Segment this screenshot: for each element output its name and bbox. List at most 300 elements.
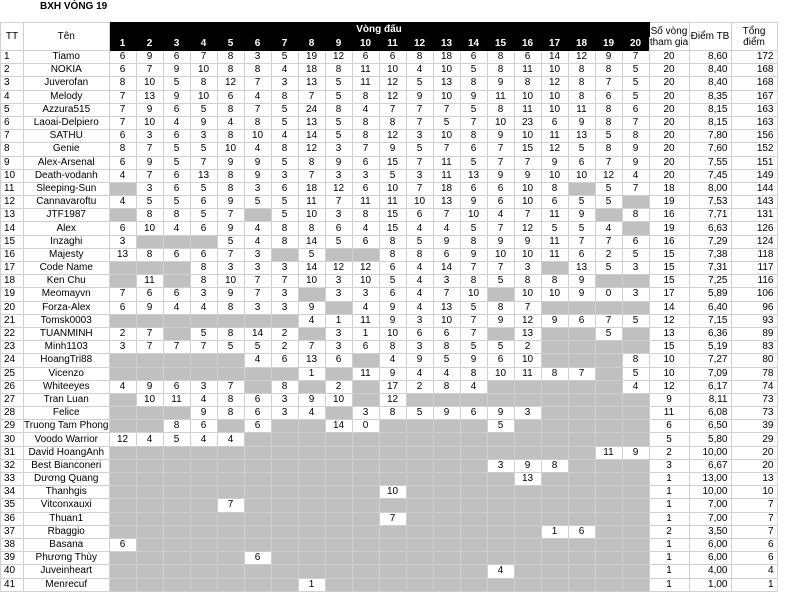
round-score-cell: 4 <box>406 222 433 235</box>
round-score-cell: 18 <box>298 182 325 195</box>
round-score-cell: 6 <box>541 116 568 129</box>
total-cell: 144 <box>731 182 777 195</box>
round-score-cell: 11 <box>541 248 568 261</box>
round-score-cell: 9 <box>325 156 352 169</box>
round-cell-empty <box>190 459 217 472</box>
header-round-6: 6 <box>244 37 271 51</box>
round-cell-empty <box>244 380 271 393</box>
round-cell-empty <box>325 446 352 459</box>
round-cell-empty <box>406 459 433 472</box>
round-cell-empty <box>352 446 379 459</box>
round-score-cell: 7 <box>487 262 514 275</box>
round-cell-empty <box>487 552 514 565</box>
round-score-cell: 11 <box>541 209 568 222</box>
round-score-cell: 11 <box>352 367 379 380</box>
round-cell-empty <box>460 538 487 551</box>
round-score-cell: 4 <box>406 64 433 77</box>
round-cell-empty <box>460 459 487 472</box>
round-score-cell: 8 <box>541 367 568 380</box>
average-cell: 7,80 <box>689 130 731 143</box>
round-score-cell: 10 <box>136 77 163 90</box>
round-cell-empty <box>595 512 622 525</box>
round-cell-empty <box>298 499 325 512</box>
round-score-cell: 12 <box>325 262 352 275</box>
round-score-cell: 8 <box>109 77 136 90</box>
header-round-5: 5 <box>217 37 244 51</box>
round-score-cell: 8 <box>595 103 622 116</box>
total-cell: 151 <box>731 156 777 169</box>
round-cell-empty <box>433 525 460 538</box>
round-cell-empty <box>622 538 649 551</box>
round-score-cell: 3 <box>190 130 217 143</box>
round-cell-empty <box>271 367 298 380</box>
round-score-cell: 14 <box>433 262 460 275</box>
round-cell-empty <box>109 354 136 367</box>
round-score-cell: 3 <box>271 288 298 301</box>
round-score-cell: 0 <box>352 420 379 433</box>
round-score-cell: 5 <box>379 275 406 288</box>
participated-cell: 20 <box>649 169 689 182</box>
round-cell-empty <box>433 393 460 406</box>
player-name-cell: Death-vodanh <box>24 169 110 182</box>
round-cell-empty <box>271 420 298 433</box>
round-cell-empty <box>568 327 595 340</box>
round-cell-empty <box>487 380 514 393</box>
round-score-cell: 7 <box>514 209 541 222</box>
round-score-cell: 10 <box>136 116 163 129</box>
player-name-cell: Juverofan <box>24 77 110 90</box>
participated-cell: 20 <box>649 103 689 116</box>
rank-cell: 7 <box>1 130 24 143</box>
round-cell-empty <box>136 367 163 380</box>
table-row <box>1 354 778 367</box>
rank-cell: 13 <box>1 209 24 222</box>
rank-cell: 19 <box>1 288 24 301</box>
round-score-cell: 3 <box>406 314 433 327</box>
participated-cell: 1 <box>649 473 689 486</box>
round-cell-empty <box>379 473 406 486</box>
round-cell-empty <box>352 354 379 367</box>
round-cell-empty <box>298 420 325 433</box>
round-score-cell: 9 <box>379 367 406 380</box>
table-row <box>1 64 778 77</box>
round-score-cell: 1 <box>325 314 352 327</box>
round-score-cell: 11 <box>298 196 325 209</box>
round-score-cell: 10 <box>514 248 541 261</box>
round-score-cell: 10 <box>487 367 514 380</box>
round-score-cell: 8 <box>163 209 190 222</box>
player-name-cell: Best Bianconeri <box>24 459 110 472</box>
header-round-7: 7 <box>271 37 298 51</box>
round-score-cell: 10 <box>460 209 487 222</box>
round-cell-empty <box>217 525 244 538</box>
round-score-cell: 4 <box>190 301 217 314</box>
total-cell: 7 <box>731 512 777 525</box>
round-score-cell: 8 <box>217 407 244 420</box>
average-cell: 6,00 <box>689 552 731 565</box>
round-cell-empty <box>190 538 217 551</box>
round-score-cell: 5 <box>595 182 622 195</box>
round-score-cell: 4 <box>433 222 460 235</box>
round-score-cell: 9 <box>379 314 406 327</box>
round-cell-empty <box>622 275 649 288</box>
round-score-cell: 7 <box>487 156 514 169</box>
round-score-cell: 13 <box>514 327 541 340</box>
round-cell-empty <box>352 499 379 512</box>
round-score-cell: 8 <box>460 235 487 248</box>
round-score-cell: 1 <box>352 327 379 340</box>
round-score-cell: 3 <box>244 51 271 64</box>
round-score-cell: 8 <box>433 380 460 393</box>
round-score-cell: 7 <box>136 327 163 340</box>
round-score-cell: 5 <box>460 64 487 77</box>
round-cell-empty <box>109 565 136 578</box>
player-name-cell: Ken Chu <box>24 275 110 288</box>
round-score-cell: 3 <box>271 77 298 90</box>
round-cell-empty <box>244 486 271 499</box>
round-score-cell: 2 <box>514 341 541 354</box>
average-cell: 7,15 <box>689 314 731 327</box>
round-cell-empty <box>136 262 163 275</box>
round-cell-empty <box>136 578 163 591</box>
average-cell: 6,00 <box>689 538 731 551</box>
average-cell: 5,89 <box>689 288 731 301</box>
player-name-cell: Rbaggio <box>24 525 110 538</box>
round-score-cell: 12 <box>568 51 595 64</box>
round-cell-empty <box>190 354 217 367</box>
round-score-cell: 8 <box>487 51 514 64</box>
total-cell: 118 <box>731 248 777 261</box>
round-cell-empty <box>595 433 622 446</box>
round-cell-empty <box>325 433 352 446</box>
player-name-cell: HoangTri88 <box>24 354 110 367</box>
participated-cell: 3 <box>649 459 689 472</box>
round-score-cell: 8 <box>379 248 406 261</box>
round-cell-empty <box>595 301 622 314</box>
average-cell: 7,31 <box>689 262 731 275</box>
round-score-cell: 8 <box>460 367 487 380</box>
round-score-cell: 11 <box>352 77 379 90</box>
round-score-cell: 4 <box>244 235 271 248</box>
participated-cell: 1 <box>649 499 689 512</box>
round-cell-empty <box>190 578 217 591</box>
total-cell: 73 <box>731 407 777 420</box>
round-cell-empty <box>109 446 136 459</box>
rank-cell: 17 <box>1 262 24 275</box>
round-cell-empty <box>244 459 271 472</box>
round-cell-empty <box>568 433 595 446</box>
round-cell-empty <box>595 538 622 551</box>
table-row <box>1 156 778 169</box>
round-score-cell: 2 <box>406 380 433 393</box>
average-cell: 8,40 <box>689 64 731 77</box>
round-cell-empty <box>514 565 541 578</box>
round-score-cell: 13 <box>109 248 136 261</box>
participated-cell: 6 <box>649 420 689 433</box>
round-score-cell: 7 <box>325 196 352 209</box>
round-score-cell: 6 <box>379 262 406 275</box>
round-cell-empty <box>433 552 460 565</box>
round-score-cell: 5 <box>190 327 217 340</box>
participated-cell: 15 <box>649 341 689 354</box>
round-score-cell: 8 <box>352 116 379 129</box>
round-cell-empty <box>541 433 568 446</box>
round-score-cell: 5 <box>163 77 190 90</box>
round-cell-empty <box>352 578 379 591</box>
round-score-cell: 9 <box>514 459 541 472</box>
round-cell-empty <box>622 459 649 472</box>
round-score-cell: 5 <box>460 222 487 235</box>
round-cell-empty <box>460 393 487 406</box>
round-score-cell: 8 <box>217 327 244 340</box>
round-score-cell: 8 <box>217 64 244 77</box>
round-score-cell: 6 <box>190 420 217 433</box>
total-cell: 74 <box>731 380 777 393</box>
round-score-cell: 7 <box>217 499 244 512</box>
round-cell-empty <box>541 473 568 486</box>
round-score-cell: 8 <box>487 301 514 314</box>
round-cell-empty <box>622 407 649 420</box>
player-name-cell: Cannavaroftu <box>24 196 110 209</box>
round-cell-empty <box>244 433 271 446</box>
round-score-cell: 8 <box>433 341 460 354</box>
participated-cell: 5 <box>649 433 689 446</box>
rank-cell: 29 <box>1 420 24 433</box>
average-cell: 5,19 <box>689 341 731 354</box>
round-score-cell: 9 <box>190 116 217 129</box>
participated-cell: 15 <box>649 275 689 288</box>
round-score-cell: 10 <box>541 64 568 77</box>
round-cell-empty <box>406 446 433 459</box>
round-cell-empty <box>514 512 541 525</box>
round-score-cell: 4 <box>433 367 460 380</box>
header-round-9: 9 <box>325 37 352 51</box>
round-score-cell: 4 <box>487 209 514 222</box>
round-score-cell: 7 <box>622 116 649 129</box>
round-score-cell: 8 <box>109 143 136 156</box>
round-score-cell: 5 <box>136 196 163 209</box>
round-score-cell: 11 <box>541 235 568 248</box>
round-score-cell: 3 <box>406 169 433 182</box>
header-round-13: 13 <box>433 37 460 51</box>
round-score-cell: 5 <box>487 420 514 433</box>
round-score-cell: 10 <box>352 275 379 288</box>
round-score-cell: 9 <box>406 90 433 103</box>
round-score-cell: 9 <box>433 235 460 248</box>
round-cell-empty <box>622 552 649 565</box>
participated-cell: 20 <box>649 90 689 103</box>
round-score-cell: 9 <box>541 314 568 327</box>
round-score-cell: 5 <box>379 169 406 182</box>
round-score-cell: 8 <box>352 209 379 222</box>
round-score-cell: 5 <box>433 354 460 367</box>
average-cell: 7,27 <box>689 354 731 367</box>
participated-cell: 12 <box>649 380 689 393</box>
round-score-cell: 1 <box>298 367 325 380</box>
round-cell-empty <box>190 314 217 327</box>
round-cell-empty <box>163 446 190 459</box>
header-round-10: 10 <box>352 37 379 51</box>
round-cell-empty <box>406 499 433 512</box>
round-score-cell: 11 <box>541 130 568 143</box>
player-name-cell: JTF1987 <box>24 209 110 222</box>
total-cell: 7 <box>731 499 777 512</box>
round-cell-empty <box>541 578 568 591</box>
round-score-cell: 3 <box>190 380 217 393</box>
round-cell-empty <box>352 552 379 565</box>
round-cell-empty <box>163 235 190 248</box>
round-score-cell: 13 <box>298 116 325 129</box>
round-cell-empty <box>541 486 568 499</box>
rank-cell: 32 <box>1 459 24 472</box>
round-score-cell: 14 <box>244 327 271 340</box>
round-cell-empty <box>514 393 541 406</box>
round-score-cell: 3 <box>325 327 352 340</box>
round-score-cell: 2 <box>109 327 136 340</box>
round-score-cell: 5 <box>271 116 298 129</box>
header-round-1: 1 <box>109 37 136 51</box>
round-score-cell: 9 <box>406 354 433 367</box>
round-score-cell: 6 <box>244 407 271 420</box>
player-name-cell: Alex-Arsenal <box>24 156 110 169</box>
round-cell-empty <box>568 552 595 565</box>
round-score-cell: 6 <box>460 51 487 64</box>
round-score-cell: 6 <box>163 130 190 143</box>
round-cell-empty <box>595 420 622 433</box>
round-score-cell: 4 <box>109 196 136 209</box>
round-score-cell: 8 <box>217 130 244 143</box>
round-cell-empty <box>190 552 217 565</box>
round-cell-empty <box>298 446 325 459</box>
round-cell-empty <box>622 578 649 591</box>
round-score-cell: 15 <box>379 222 406 235</box>
round-cell-empty <box>271 512 298 525</box>
round-cell-empty <box>163 407 190 420</box>
round-score-cell: 7 <box>568 367 595 380</box>
round-score-cell: 10 <box>190 90 217 103</box>
participated-cell: 20 <box>649 51 689 64</box>
participated-cell: 17 <box>649 288 689 301</box>
round-cell-empty <box>109 473 136 486</box>
round-cell-empty <box>595 473 622 486</box>
round-score-cell: 5 <box>406 143 433 156</box>
round-cell-empty <box>514 446 541 459</box>
round-score-cell: 7 <box>595 235 622 248</box>
round-score-cell: 10 <box>514 130 541 143</box>
round-cell-empty <box>163 314 190 327</box>
round-score-cell: 7 <box>433 209 460 222</box>
round-cell-empty <box>622 433 649 446</box>
round-cell-empty <box>514 380 541 393</box>
round-score-cell: 7 <box>379 103 406 116</box>
round-score-cell: 9 <box>460 354 487 367</box>
round-cell-empty <box>244 565 271 578</box>
round-cell-empty <box>568 341 595 354</box>
round-cell-empty <box>541 512 568 525</box>
participated-cell: 16 <box>649 209 689 222</box>
round-score-cell: 6 <box>352 235 379 248</box>
rank-cell: 20 <box>1 301 24 314</box>
participated-cell: 19 <box>649 196 689 209</box>
participated-cell: 9 <box>649 393 689 406</box>
round-cell-empty <box>406 486 433 499</box>
round-score-cell: 6 <box>109 156 136 169</box>
round-cell-empty <box>433 420 460 433</box>
round-cell-empty <box>352 538 379 551</box>
round-score-cell: 5 <box>622 314 649 327</box>
round-score-cell: 12 <box>379 393 406 406</box>
round-score-cell: 8 <box>541 275 568 288</box>
round-cell-empty <box>298 327 325 340</box>
round-score-cell: 17 <box>379 380 406 393</box>
round-score-cell: 7 <box>352 143 379 156</box>
round-cell-empty <box>622 565 649 578</box>
round-score-cell: 2 <box>271 341 298 354</box>
round-score-cell: 3 <box>244 182 271 195</box>
round-cell-empty <box>190 367 217 380</box>
total-cell: 96 <box>731 301 777 314</box>
round-cell-empty <box>244 446 271 459</box>
round-score-cell: 3 <box>109 341 136 354</box>
round-score-cell: 8 <box>352 90 379 103</box>
round-cell-empty <box>109 459 136 472</box>
round-score-cell: 12 <box>514 222 541 235</box>
round-cell-empty <box>271 473 298 486</box>
round-cell-empty <box>541 538 568 551</box>
round-score-cell: 2 <box>595 248 622 261</box>
round-cell-empty <box>136 407 163 420</box>
round-score-cell: 4 <box>190 393 217 406</box>
round-cell-empty <box>487 538 514 551</box>
round-cell-empty <box>379 538 406 551</box>
round-score-cell: 8 <box>325 103 352 116</box>
round-score-cell: 3 <box>352 288 379 301</box>
round-score-cell: 5 <box>595 262 622 275</box>
header-avg: Điểm TB <box>689 23 731 51</box>
participated-cell: 20 <box>649 156 689 169</box>
round-cell-empty <box>217 565 244 578</box>
average-cell: 8,60 <box>689 51 731 64</box>
round-score-cell: 10 <box>514 196 541 209</box>
participated-cell: 11 <box>649 407 689 420</box>
round-score-cell: 6 <box>406 327 433 340</box>
participated-cell: 20 <box>649 130 689 143</box>
round-score-cell: 7 <box>568 235 595 248</box>
round-score-cell: 3 <box>136 130 163 143</box>
round-score-cell: 5 <box>568 222 595 235</box>
round-cell-empty <box>406 565 433 578</box>
rank-cell: 18 <box>1 275 24 288</box>
round-cell-empty <box>568 578 595 591</box>
round-score-cell: 9 <box>487 77 514 90</box>
round-cell-empty <box>460 525 487 538</box>
average-cell: 6,67 <box>689 459 731 472</box>
round-score-cell: 7 <box>433 103 460 116</box>
round-score-cell: 3 <box>514 407 541 420</box>
round-cell-empty <box>298 380 325 393</box>
round-cell-empty <box>379 459 406 472</box>
round-score-cell: 8 <box>217 51 244 64</box>
player-name-cell: Majesty <box>24 248 110 261</box>
round-score-cell: 8 <box>271 143 298 156</box>
round-score-cell: 9 <box>460 196 487 209</box>
round-score-cell: 13 <box>460 169 487 182</box>
round-score-cell: 12 <box>217 77 244 90</box>
round-score-cell: 6 <box>433 327 460 340</box>
total-cell: 89 <box>731 327 777 340</box>
round-cell-empty <box>433 565 460 578</box>
round-cell-empty <box>568 393 595 406</box>
